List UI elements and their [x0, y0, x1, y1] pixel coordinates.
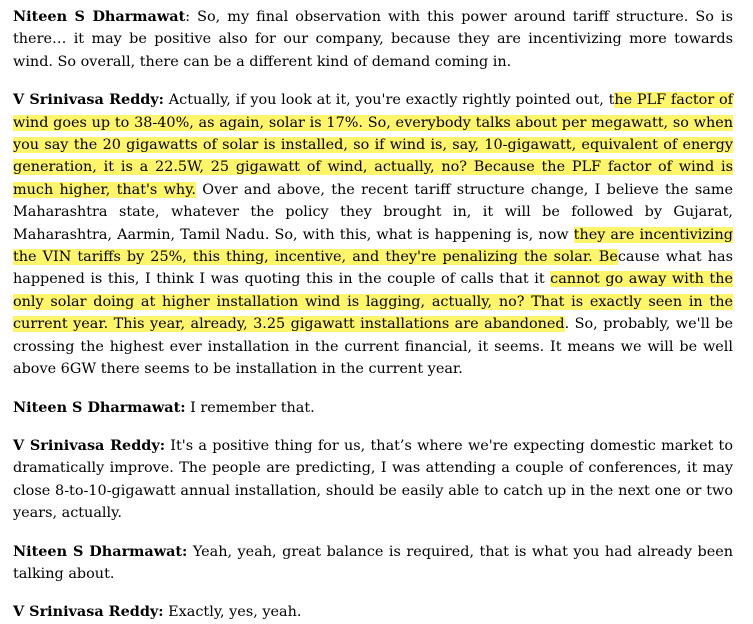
- transcript-paragraph: [13, 397, 733, 419]
- highlighted-text: cannot go away with the only solar doing at higher installation wind is lagging, actually, no? That is exactly seen in the current year. This year, already, 3.25 gigawatt installations are abandoned: [13, 271, 733, 333]
- transcript-paragraph: [13, 601, 733, 623]
- dialogue-text: It's a positive thing for us, that’s where we're expecting domestic market to dramatically improve. The people are predicting, I was attending a couple of conferences, it may close 8-to-10-gigawatt annual installation, should be easily able to catch up in the next one or two years, actually.: [13, 437, 733, 522]
- speaker-name: V Srinivasa Reddy:: [13, 436, 166, 454]
- transcript-paragraph: [13, 541, 733, 586]
- transcript-paragraph: [13, 435, 733, 525]
- dialogue-text: Exactly, yes, yeah.: [163, 604, 302, 621]
- speaker-name: Niteen S Dharmawat:: [13, 542, 188, 560]
- speaker-name: Niteen S Dharmawat:: [13, 398, 186, 416]
- speaker-name: V Srinivasa Reddy:: [13, 91, 164, 109]
- dialogue-text: : So, my final observation with this power around tariff structure. So is there… it may be positive also for our company, because they are incentivizing more towards wind. So overall, there can be a different kind of demand coming in.: [13, 9, 733, 70]
- dialogue-text: Yeah, yeah, great balance is required, that is what you had already been talking about.: [13, 543, 733, 582]
- transcript-paragraph: [13, 89, 733, 380]
- dialogue-text: I remember that.: [185, 399, 315, 416]
- highlighted-text: he PLF factor of wind goes up to 38-40%, as again, solar is 17%. So, everybody talks about per megawatt, so when you say the 20 gigawatts of solar is installed, so if wind is, say, 10-gigawatt, equivalent of energy generation, it is a 22.5W, 25 gigawatt of wind, actually, no? Because the PLF factor of wind is much higher, that's why.: [13, 92, 733, 198]
- highlighted-text: they are incentivizing the VIN tariffs by 25%, this thing, incentive, and they're penalizing the solar. Be: [13, 226, 733, 266]
- dialogue-text: . So, probably, we'll be crossing the highest ever installation in the current financial, it seems. It means we will be well above 6GW there seems to be installation in the current year.: [13, 316, 733, 378]
- speaker-name: V Srinivasa Reddy:: [13, 603, 164, 621]
- speaker-name: Niteen S Dharmawat: [13, 8, 186, 25]
- transcript-paragraph: [13, 6, 733, 73]
- dialogue-text: cause what has happened is this, I think I was quoting this in the couple of calls that it: [13, 249, 734, 288]
- dialogue-text: Over and above, the recent tariff structure change, I believe the same Maharashtra state, whatever the policy they brought in, it will be followed by Gujarat, Maharashtra, Aarmin, Tamil Nadu. So, with this, what is happening is, now: [13, 181, 733, 243]
- dialogue-text: Actually, if you look at it, you're exactly rightly pointed out, t: [164, 92, 615, 109]
